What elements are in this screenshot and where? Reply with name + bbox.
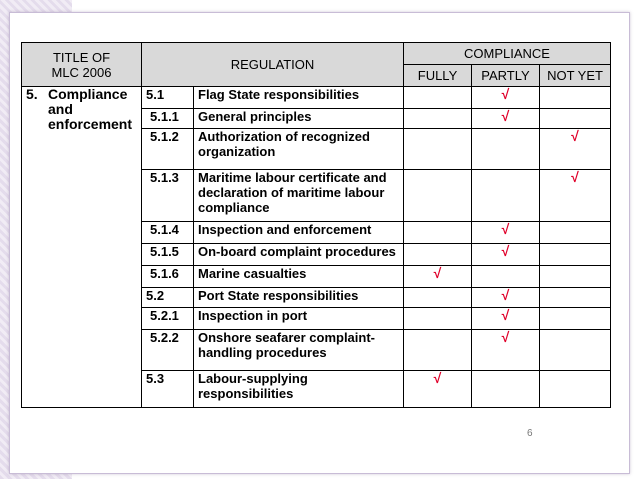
check-mark-icon: √ [501, 243, 510, 259]
regulation-title [194, 170, 404, 222]
title-header-line-1: TITLE OF [52, 49, 111, 65]
regulation-code: 5.1.4 [142, 222, 194, 244]
compliance-cell-fully [404, 170, 472, 222]
regulation-code: 5.2.2 [142, 330, 194, 371]
regulation-code: 5.1.1 [142, 109, 194, 129]
check-mark-icon: √ [433, 265, 442, 281]
regulation-code: 5.1.5 [142, 244, 194, 266]
compliance-cell-partly [472, 222, 540, 244]
regulation-title-line: Marine casualties [198, 266, 307, 281]
compliance-cell-partly [472, 87, 540, 109]
regulation-title-line: General principles [198, 109, 312, 124]
compliance-cell-partly [472, 129, 540, 170]
compliance-cell-not-yet [540, 266, 611, 288]
compliance-cell-partly [472, 330, 540, 371]
regulation-code: 5.1.3 [142, 170, 194, 222]
regulation-code: 5.1 [142, 87, 194, 109]
compliance-cell-not-yet [540, 308, 611, 330]
regulation-title-line: Maritime labour certificate and [198, 170, 387, 185]
regulation-title [194, 266, 404, 288]
compliance-cell-partly [472, 109, 540, 129]
compliance-cell-fully [404, 330, 472, 371]
compliance-cell-partly [472, 170, 540, 222]
regulation-title-line: Inspection in port [198, 308, 308, 323]
compliance-cell-fully [404, 288, 472, 308]
compliance-cell-not-yet [540, 222, 611, 244]
regulation-title-line: Labour-supplying [198, 371, 308, 386]
mlc-compliance-table [21, 42, 611, 408]
check-mark-icon: √ [501, 287, 510, 303]
regulation-title [194, 308, 404, 330]
title-header [22, 43, 142, 87]
regulation-title-line: Authorization of recognized [198, 129, 370, 144]
title-cell-text: Compliance [48, 86, 128, 102]
title-cell-line [26, 102, 137, 117]
regulation-code: 5.1.2 [142, 129, 194, 170]
regulation-code: 5.2.1 [142, 308, 194, 330]
regulation-title-line: organization [198, 144, 276, 159]
compliance-cell-fully [404, 244, 472, 266]
title-cell-line [26, 117, 137, 132]
check-mark-icon: √ [501, 108, 510, 124]
check-mark-icon: √ [501, 221, 510, 237]
compliance-cell-not-yet [540, 170, 611, 222]
regulation-row [22, 87, 611, 109]
compliance-cell-partly [472, 288, 540, 308]
compliance-cell-not-yet [540, 109, 611, 129]
title-header-line-2: MLC 2006 [51, 64, 112, 80]
regulation-title-line: On-board complaint procedures [198, 244, 396, 259]
regulation-title [194, 129, 404, 170]
regulation-title-line: handling procedures [198, 345, 327, 360]
regulation-title [194, 330, 404, 371]
title-cell-text: and [48, 101, 73, 117]
compliance-cell-fully [404, 266, 472, 288]
compliance-header: COMPLIANCE [404, 43, 611, 65]
regulation-title-line: Port State responsibilities [198, 288, 359, 303]
regulation-title-line: responsibilities [198, 386, 294, 401]
regulation-title-line: declaration of maritime labour [198, 185, 385, 200]
compliance-cell-not-yet [540, 87, 611, 109]
regulation-title-line: Onshore seafarer complaint- [198, 330, 375, 345]
compliance-cell-not-yet [540, 129, 611, 170]
partly-header: PARTLY [472, 65, 540, 87]
regulation-title [194, 371, 404, 408]
compliance-cell-not-yet [540, 330, 611, 371]
regulation-header: REGULATION [142, 43, 404, 87]
compliance-cell-not-yet [540, 244, 611, 266]
not-yet-header: NOT YET [540, 65, 611, 87]
regulation-title-line: Flag State responsibilities [198, 87, 360, 102]
compliance-cell-fully [404, 87, 472, 109]
compliance-cell-not-yet [540, 371, 611, 408]
compliance-cell-partly [472, 308, 540, 330]
title-cell-number: 5. [26, 86, 38, 102]
compliance-cell-partly [472, 244, 540, 266]
check-mark-icon: √ [571, 128, 579, 144]
check-mark-icon: √ [501, 329, 510, 345]
regulation-title [194, 244, 404, 266]
regulation-code: 5.1.6 [142, 266, 194, 288]
regulation-title [194, 109, 404, 129]
fully-header: FULLY [404, 65, 472, 87]
compliance-cell-fully [404, 129, 472, 170]
compliance-cell-fully [404, 222, 472, 244]
title-cell-line [26, 87, 137, 102]
title-cell-text: enforcement [48, 116, 133, 132]
regulation-code: 5.2 [142, 288, 194, 308]
check-mark-icon: √ [571, 169, 579, 185]
compliance-cell-fully [404, 371, 472, 408]
compliance-cell-partly [472, 266, 540, 288]
regulation-title-line: compliance [198, 200, 270, 215]
regulation-title [194, 222, 404, 244]
compliance-cell-fully [404, 308, 472, 330]
compliance-cell-not-yet [540, 288, 611, 308]
regulation-title [194, 288, 404, 308]
regulation-title [194, 87, 404, 109]
regulation-title-line: Inspection and enforcement [198, 222, 372, 237]
compliance-cell-fully [404, 109, 472, 129]
check-mark-icon: √ [501, 307, 510, 323]
compliance-cell-partly [472, 371, 540, 408]
slide-number: 6 [527, 428, 533, 439]
check-mark-icon: √ [501, 86, 510, 102]
title-cell [22, 87, 142, 408]
check-mark-icon: √ [433, 370, 442, 386]
regulation-code: 5.3 [142, 371, 194, 408]
